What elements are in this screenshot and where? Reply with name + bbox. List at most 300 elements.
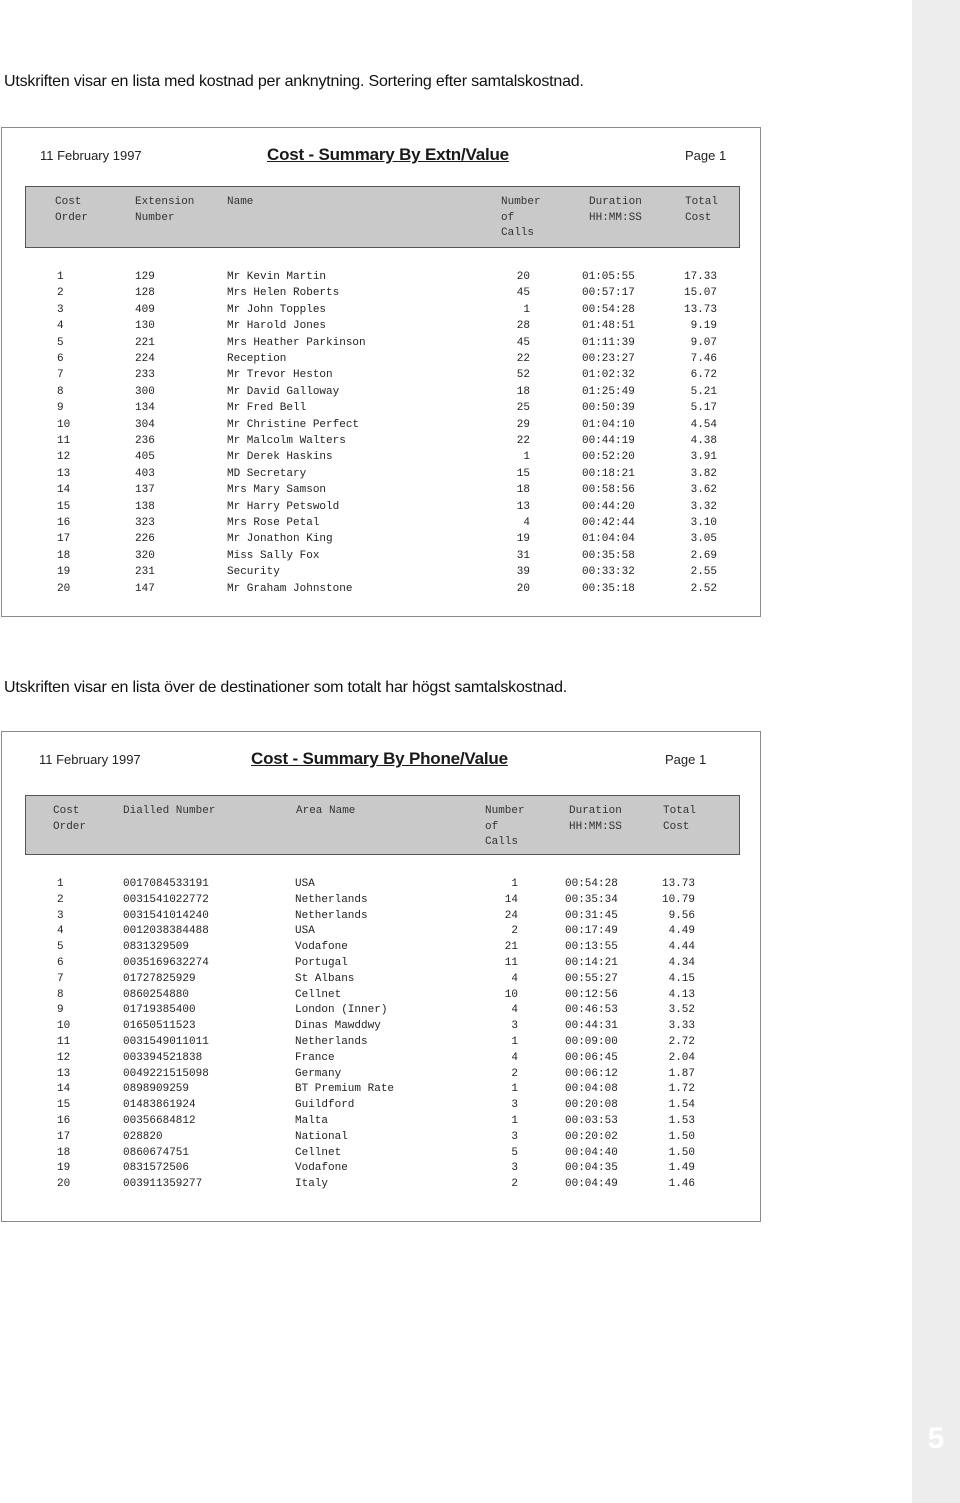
cell-area-name: Italy	[295, 1178, 329, 1191]
cell-cost-order: 4	[57, 925, 64, 938]
cell-number-of-calls: 1	[511, 1036, 518, 1048]
cell-total-cost: 3.52	[668, 1004, 695, 1017]
cell-extension-number: 231	[135, 566, 155, 579]
cell-area-name: Cellnet	[295, 1146, 342, 1159]
table-row	[2, 1161, 760, 1177]
cell-number-of-calls: 3	[511, 1162, 518, 1175]
cell-name: Mr David Galloway	[227, 385, 340, 398]
cell-extension-number: 138	[135, 500, 155, 513]
cell-extension-number: 405	[135, 451, 155, 464]
cell-total-cost: 4.44	[668, 941, 695, 954]
cell-extension-number: 226	[135, 533, 155, 546]
header-duration: Duration HH:MM:SS	[569, 805, 622, 833]
cell-number-of-calls: 1	[511, 1115, 518, 1127]
cell-duration: 00:18:21	[582, 467, 635, 480]
cell-name: Mr Harry Petswold	[227, 500, 340, 513]
table-row	[2, 1114, 760, 1130]
cell-duration: 00:57:17	[582, 287, 635, 300]
cell-dialled-number: 0049221515098	[123, 1067, 209, 1080]
header-dialled-number: Dialled Number	[123, 805, 216, 817]
cell-number-of-calls: 24	[504, 909, 518, 922]
cell-name: Mr Christine Perfect	[227, 418, 360, 431]
cell-total-cost: 5.17	[690, 402, 717, 415]
cell-number-of-calls: 18	[516, 484, 530, 497]
header-total-cost: Total Cost	[685, 196, 719, 224]
cell-cost-order: 20	[57, 1178, 71, 1191]
table-row	[2, 565, 760, 581]
cell-duration: 01:48:51	[582, 320, 635, 333]
cell-cost-order: 10	[57, 1020, 71, 1033]
cell-duration: 00:55:27	[565, 972, 618, 985]
cell-total-cost: 1.72	[668, 1083, 695, 1096]
table-row	[2, 988, 760, 1004]
table-row	[2, 1051, 760, 1067]
report-title: Cost - Summary By Phone/Value	[251, 749, 508, 768]
cell-total-cost: 7.46	[690, 353, 717, 365]
header-extension-number: Extension Number	[135, 196, 195, 224]
cell-duration: 01:25:49	[582, 385, 635, 398]
cell-cost-order: 5	[57, 336, 64, 349]
cell-number-of-calls: 4	[523, 517, 530, 529]
cell-cost-order: 15	[57, 500, 71, 513]
cell-cost-order: 14	[57, 484, 71, 497]
cell-name: MD Secretary	[227, 467, 307, 480]
cell-total-cost: 1.53	[668, 1115, 695, 1127]
table-row	[2, 893, 760, 909]
header-cost-order: Cost Order	[53, 805, 87, 833]
cell-duration: 00:09:00	[565, 1036, 618, 1048]
cell-extension-number: 233	[135, 369, 155, 382]
cell-total-cost: 3.91	[690, 451, 717, 464]
cell-cost-order: 15	[57, 1099, 71, 1112]
header-cost-order: Cost Order	[55, 196, 89, 224]
column-header-bar	[25, 795, 740, 855]
report-date: 11 February 1997	[40, 148, 142, 163]
cell-name: Mr Trevor Heston	[227, 369, 333, 382]
cell-total-cost: 4.34	[668, 957, 695, 969]
cell-duration: 00:06:45	[565, 1051, 618, 1064]
cell-extension-number: 224	[135, 353, 155, 365]
cell-area-name: Germany	[295, 1067, 342, 1080]
cell-total-cost: 3.33	[668, 1020, 695, 1033]
cell-duration: 01:11:39	[582, 336, 635, 349]
table-row	[2, 270, 760, 286]
cell-total-cost: 2.69	[690, 549, 717, 562]
cell-extension-number: 320	[135, 549, 155, 562]
column-header-bar	[25, 186, 740, 248]
cell-cost-order: 11	[57, 1036, 71, 1048]
cell-total-cost: 4.49	[668, 925, 695, 938]
cell-number-of-calls: 4	[511, 1051, 518, 1064]
cell-number-of-calls: 1	[511, 1083, 518, 1096]
table-row	[2, 352, 760, 368]
cell-dialled-number: 0898909259	[123, 1083, 190, 1096]
cell-duration: 00:35:58	[582, 549, 635, 562]
cell-duration: 00:20:02	[565, 1130, 618, 1143]
cell-number-of-calls: 20	[516, 271, 530, 283]
cell-cost-order: 3	[57, 909, 64, 922]
cell-area-name: Cellnet	[295, 988, 342, 1001]
cell-number-of-calls: 14	[504, 893, 518, 906]
table-row	[2, 467, 760, 483]
cell-number-of-calls: 2	[511, 1178, 518, 1191]
cell-duration: 00:44:20	[582, 500, 635, 513]
cell-total-cost: 4.13	[668, 988, 695, 1001]
cell-area-name: Portugal	[295, 957, 348, 969]
cell-area-name: USA	[295, 878, 315, 890]
report-page: Page 1	[685, 148, 727, 163]
cell-duration: 00:54:28	[565, 878, 618, 890]
cell-name: Mr Kevin Martin	[227, 271, 327, 283]
cell-number-of-calls: 4	[511, 972, 518, 985]
cell-dialled-number: 003911359277	[123, 1178, 203, 1191]
cell-extension-number: 409	[135, 303, 155, 316]
cell-name: Mr Malcolm Walters	[227, 435, 346, 447]
table-row	[2, 924, 760, 940]
report-date: 11 February 1997	[39, 752, 141, 767]
cell-total-cost: 1.50	[668, 1146, 695, 1159]
cell-cost-order: 3	[57, 303, 64, 316]
table-row	[2, 972, 760, 988]
cell-area-name: Netherlands	[295, 909, 368, 922]
cell-number-of-calls: 3	[511, 1130, 518, 1143]
table-row	[2, 450, 760, 466]
cell-extension-number: 147	[135, 582, 155, 595]
cell-area-name: St Albans	[295, 972, 355, 985]
caption-destination-report: Utskriften visar en lista över de destinationer som totalt har högst samtalskostnad.	[4, 679, 568, 696]
cell-duration: 00:17:49	[565, 925, 618, 938]
cell-cost-order: 16	[57, 1115, 71, 1127]
cell-name: Mr Jonathon King	[227, 533, 333, 546]
cell-area-name: Dinas Mawddwy	[295, 1020, 381, 1033]
table-row	[2, 877, 760, 893]
cell-cost-order: 8	[57, 385, 64, 398]
table-row	[2, 483, 760, 499]
header-duration: Duration HH:MM:SS	[589, 196, 642, 224]
table-row	[2, 909, 760, 925]
header-total-cost: Total Cost	[663, 805, 697, 833]
cell-number-of-calls: 21	[504, 941, 518, 954]
cell-duration: 00:03:53	[565, 1115, 618, 1127]
cell-total-cost: 2.72	[668, 1036, 695, 1048]
cell-number-of-calls: 31	[516, 549, 530, 562]
cell-duration: 00:04:49	[565, 1178, 618, 1191]
table-row	[2, 582, 760, 598]
cell-number-of-calls: 10	[504, 988, 518, 1001]
cell-total-cost: 2.04	[668, 1051, 695, 1064]
cell-dialled-number: 0031541014240	[123, 909, 209, 922]
cell-number-of-calls: 3	[511, 1020, 518, 1033]
cell-extension-number: 130	[135, 320, 155, 333]
table-row	[2, 940, 760, 956]
cell-extension-number: 137	[135, 484, 155, 497]
cell-total-cost: 6.72	[690, 369, 717, 382]
table-row	[2, 1082, 760, 1098]
cell-name: Security	[227, 566, 280, 579]
table-row	[2, 434, 760, 450]
cell-area-name: BT Premium Rate	[295, 1083, 395, 1096]
cell-duration: 00:04:08	[565, 1083, 618, 1096]
cell-duration: 00:50:39	[582, 402, 635, 415]
cell-area-name: Netherlands	[295, 1036, 368, 1048]
cell-duration: 01:02:32	[582, 369, 635, 382]
cell-dialled-number: 01719385400	[123, 1004, 196, 1017]
cell-dialled-number: 01483861924	[123, 1099, 196, 1112]
cell-cost-order: 20	[57, 582, 71, 595]
table-row	[2, 1146, 760, 1162]
cell-duration: 01:04:04	[582, 533, 635, 546]
cell-cost-order: 7	[57, 369, 64, 382]
cell-number-of-calls: 1	[523, 303, 530, 316]
header-number-of-calls: Number of Calls	[501, 196, 541, 239]
cell-cost-order: 12	[57, 451, 71, 464]
cell-total-cost: 17.33	[683, 271, 717, 283]
cell-number-of-calls: 1	[523, 451, 530, 464]
cell-cost-order: 18	[57, 1146, 71, 1159]
cell-extension-number: 129	[135, 271, 155, 283]
cell-total-cost: 5.21	[690, 385, 717, 398]
cell-total-cost: 3.05	[690, 533, 717, 546]
cell-cost-order: 19	[57, 1162, 71, 1175]
cell-cost-order: 5	[57, 941, 64, 954]
cell-total-cost: 13.73	[683, 303, 717, 316]
page-number: 5	[927, 1422, 945, 1455]
cell-duration: 01:05:55	[582, 271, 635, 283]
cell-name: Mrs Mary Samson	[227, 484, 327, 497]
cell-name: Mr Graham Johnstone	[227, 582, 353, 595]
cell-area-name: France	[295, 1051, 335, 1064]
table-row	[2, 1177, 760, 1193]
cell-cost-order: 6	[57, 353, 64, 365]
cell-cost-order: 12	[57, 1051, 71, 1064]
cell-duration: 00:20:08	[565, 1099, 618, 1112]
cell-total-cost: 3.10	[690, 517, 717, 529]
cell-dialled-number: 0031549011011	[123, 1036, 209, 1048]
cell-dialled-number: 0831329509	[123, 941, 190, 954]
cell-duration: 00:12:56	[565, 988, 618, 1001]
table-row	[2, 1067, 760, 1083]
cell-cost-order: 13	[57, 1067, 71, 1080]
cell-cost-order: 1	[57, 271, 64, 283]
cell-dialled-number: 00356684812	[123, 1115, 196, 1127]
report-phone-summary	[1, 731, 761, 1222]
cell-extension-number: 221	[135, 336, 155, 349]
cell-total-cost: 3.32	[690, 500, 717, 513]
cell-duration: 00:58:56	[582, 484, 635, 497]
cell-extension-number: 128	[135, 287, 155, 300]
table-row	[2, 336, 760, 352]
cell-total-cost: 4.38	[690, 435, 717, 447]
cell-cost-order: 16	[57, 517, 71, 529]
cell-extension-number: 134	[135, 402, 155, 415]
cell-cost-order: 18	[57, 549, 71, 562]
cell-total-cost: 1.87	[668, 1067, 695, 1080]
table-row	[2, 303, 760, 319]
cell-total-cost: 3.82	[690, 467, 717, 480]
cell-number-of-calls: 3	[511, 1099, 518, 1112]
report-title: Cost - Summary By Extn/Value	[267, 145, 509, 164]
cell-dialled-number: 028820	[123, 1130, 163, 1143]
table-row	[2, 1003, 760, 1019]
cell-duration: 00:06:12	[565, 1067, 618, 1080]
cell-number-of-calls: 45	[516, 287, 530, 300]
table-row	[2, 532, 760, 548]
cell-extension-number: 236	[135, 435, 155, 447]
cell-number-of-calls: 39	[516, 566, 530, 579]
cell-duration: 00:23:27	[582, 353, 635, 365]
header-number-of-calls: Number of Calls	[485, 805, 525, 848]
cell-total-cost: 4.15	[668, 972, 695, 985]
table-row	[2, 1098, 760, 1114]
table-row	[2, 286, 760, 302]
cell-number-of-calls: 5	[511, 1146, 518, 1159]
cell-cost-order: 10	[57, 418, 71, 431]
table-row	[2, 1019, 760, 1035]
cell-total-cost: 4.54	[690, 418, 717, 431]
cell-area-name: Malta	[295, 1115, 329, 1127]
cell-cost-order: 17	[57, 533, 71, 546]
cell-number-of-calls: 22	[516, 435, 530, 447]
caption-extension-report: Utskriften visar en lista med kostnad per anknytning. Sortering efter samtalskostnad.	[4, 73, 584, 90]
cell-area-name: Vodafone	[295, 1162, 348, 1175]
cell-cost-order: 2	[57, 287, 64, 300]
cell-number-of-calls: 25	[516, 402, 530, 415]
cell-duration: 00:35:18	[582, 582, 635, 595]
cell-area-name: Vodafone	[295, 941, 348, 954]
cell-name: Mr Fred Bell	[227, 402, 307, 415]
cell-name: Reception	[227, 353, 287, 365]
cell-extension-number: 323	[135, 517, 155, 529]
cell-cost-order: 9	[57, 1004, 64, 1017]
cell-extension-number: 304	[135, 418, 155, 431]
cell-area-name: National	[295, 1130, 348, 1143]
table-row	[2, 401, 760, 417]
cell-area-name: Netherlands	[295, 893, 368, 906]
table-row	[2, 368, 760, 384]
side-strip	[912, 0, 960, 1503]
cell-total-cost: 13.73	[661, 878, 695, 890]
cell-cost-order: 7	[57, 972, 64, 985]
cell-number-of-calls: 28	[516, 320, 530, 333]
cell-total-cost: 10.79	[661, 893, 695, 906]
table-row	[2, 500, 760, 516]
cell-total-cost: 1.46	[668, 1178, 695, 1191]
cell-duration: 00:14:21	[565, 957, 618, 969]
cell-number-of-calls: 11	[504, 957, 518, 969]
cell-dialled-number: 0831572506	[123, 1162, 190, 1175]
cell-duration: 00:42:44	[582, 517, 635, 529]
table-row	[2, 516, 760, 532]
cell-cost-order: 2	[57, 893, 64, 906]
cell-duration: 00:33:32	[582, 566, 635, 579]
cell-name: Mr John Topples	[227, 303, 327, 316]
cell-total-cost: 3.62	[690, 484, 717, 497]
cell-name: Mrs Heather Parkinson	[227, 336, 366, 349]
table-row	[2, 319, 760, 335]
cell-cost-order: 17	[57, 1130, 71, 1143]
cell-name: Mrs Rose Petal	[227, 517, 320, 529]
report-extension-summary	[1, 127, 761, 617]
cell-total-cost: 9.19	[690, 320, 717, 333]
cell-duration: 00:44:19	[582, 435, 635, 447]
cell-number-of-calls: 52	[516, 369, 530, 382]
table-row	[2, 549, 760, 565]
cell-number-of-calls: 45	[516, 336, 530, 349]
cell-dialled-number: 003394521838	[123, 1051, 203, 1064]
cell-dialled-number: 0017084533191	[123, 878, 209, 890]
cell-name: Mrs Helen Roberts	[227, 287, 340, 300]
cell-duration: 00:13:55	[565, 941, 618, 954]
cell-extension-number: 403	[135, 467, 155, 480]
cell-total-cost: 15.07	[683, 287, 717, 300]
cell-duration: 00:04:35	[565, 1162, 618, 1175]
cell-duration: 00:44:31	[565, 1020, 618, 1033]
cell-cost-order: 11	[57, 435, 71, 447]
cell-number-of-calls: 2	[511, 1067, 518, 1080]
cell-total-cost: 1.54	[668, 1099, 695, 1112]
header-name: Name	[227, 196, 254, 208]
cell-total-cost: 2.52	[690, 582, 717, 595]
cell-number-of-calls: 22	[516, 353, 530, 365]
cell-name: Mr Derek Haskins	[227, 451, 333, 464]
cell-cost-order: 8	[57, 988, 64, 1001]
cell-number-of-calls: 1	[511, 878, 518, 890]
cell-dialled-number: 01650511523	[123, 1020, 196, 1033]
cell-number-of-calls: 2	[511, 925, 518, 938]
cell-area-name: London (Inner)	[295, 1004, 388, 1017]
cell-duration: 01:04:10	[582, 418, 635, 431]
cell-dialled-number: 0860674751	[123, 1146, 190, 1159]
cell-cost-order: 4	[57, 320, 64, 333]
table-row	[2, 1130, 760, 1146]
cell-dialled-number: 0860254880	[123, 988, 190, 1001]
cell-total-cost: 1.49	[668, 1162, 695, 1175]
cell-duration: 00:46:53	[565, 1004, 618, 1017]
cell-total-cost: 9.56	[668, 909, 695, 922]
header-area-name: Area Name	[296, 805, 356, 817]
cell-area-name: USA	[295, 925, 315, 938]
cell-number-of-calls: 13	[516, 500, 530, 513]
cell-name: Miss Sally Fox	[227, 549, 320, 562]
cell-cost-order: 14	[57, 1083, 71, 1096]
cell-cost-order: 13	[57, 467, 71, 480]
cell-duration: 00:35:34	[565, 893, 618, 906]
report-page: Page 1	[665, 752, 707, 767]
cell-number-of-calls: 19	[516, 533, 530, 546]
cell-extension-number: 300	[135, 385, 155, 398]
cell-number-of-calls: 20	[516, 582, 530, 595]
cell-number-of-calls: 29	[516, 418, 530, 431]
cell-dialled-number: 0035169632274	[123, 957, 209, 969]
table-row	[2, 956, 760, 972]
table-row	[2, 418, 760, 434]
cell-number-of-calls: 18	[516, 385, 530, 398]
cell-cost-order: 6	[57, 957, 64, 969]
cell-duration: 00:31:45	[565, 909, 618, 922]
cell-number-of-calls: 4	[511, 1004, 518, 1017]
cell-dialled-number: 0031541022772	[123, 893, 209, 906]
cell-total-cost: 9.07	[690, 336, 717, 349]
cell-duration: 00:52:20	[582, 451, 635, 464]
table-row	[2, 385, 760, 401]
cell-duration: 00:54:28	[582, 303, 635, 316]
cell-number-of-calls: 15	[516, 467, 530, 480]
cell-duration: 00:04:40	[565, 1146, 618, 1159]
cell-cost-order: 1	[57, 878, 64, 890]
cell-dialled-number: 0012038384488	[123, 925, 209, 938]
cell-total-cost: 1.50	[668, 1130, 695, 1143]
cell-cost-order: 19	[57, 566, 71, 579]
